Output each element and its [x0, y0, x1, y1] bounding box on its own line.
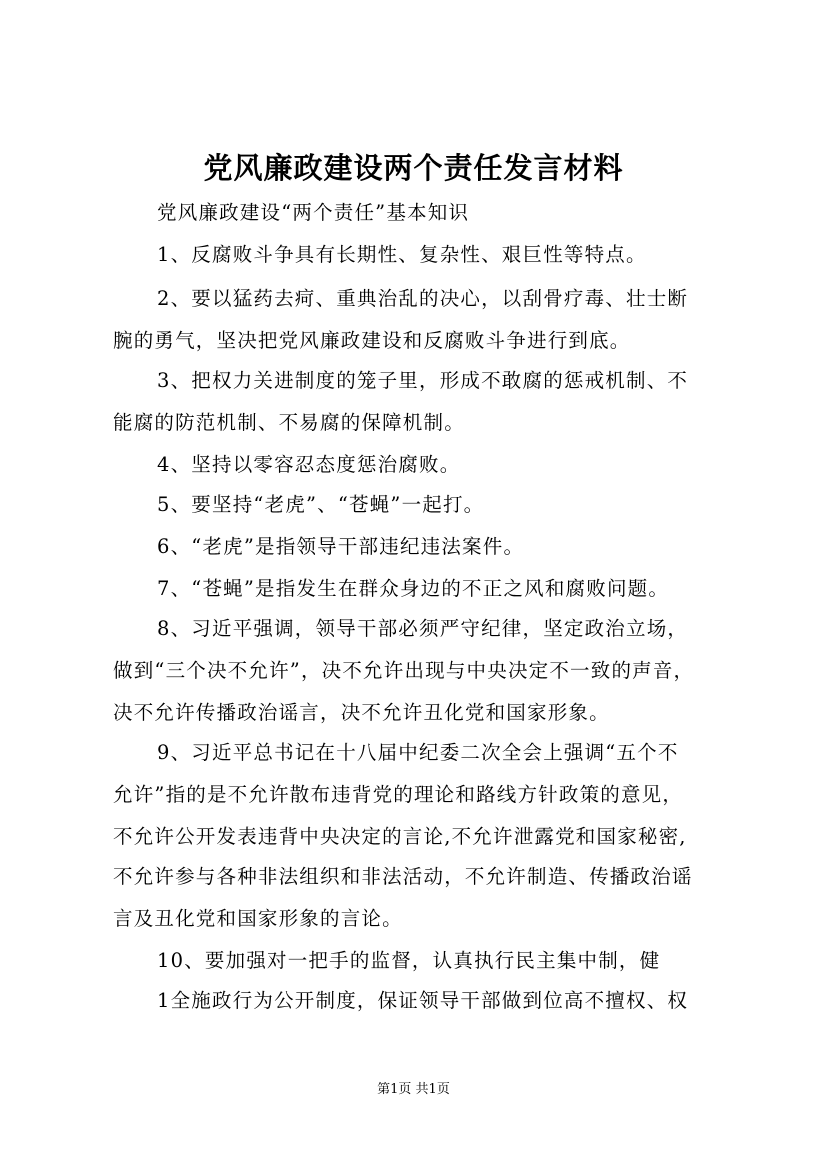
paragraph-line: 不允许参与各种非法组织和非法活动，不允许制造、传播政治谣	[113, 865, 693, 888]
paragraph-line: 1全施政行为公开制度，保证领导干部做到位高不擅权、权	[157, 989, 689, 1012]
document-title: 党风廉政建设两个责任发言材料	[203, 151, 624, 185]
paragraph-line: 允许”指的是不允许散布违背党的理论和路线方针政策的意见，	[113, 783, 684, 806]
paragraph-line: 3、把权力关进制度的笼子里，形成不敢腐的惩戒机制、不	[157, 369, 689, 392]
paragraph-line: 腕的勇气，坚决把党风廉政建设和反腐败斗争进行到底。	[113, 329, 631, 352]
subtitle-line: 党风廉政建设“两个责任”基本知识	[157, 201, 470, 224]
paragraph-line: 8、习近平强调，领导干部必须严守纪律，坚定政治立场，	[157, 617, 689, 640]
paragraph-line: 10、要加强对一把手的监督，认真执行民主集中制，健	[157, 949, 661, 972]
paragraph-line: 6、“老虎”是指领导干部违纪违法案件。	[157, 535, 525, 558]
paragraph-line: 4、坚持以零容忍态度惩治腐败。	[157, 453, 461, 476]
paragraph-line: 7、“苍蝇”是指发生在群众身边的不正之风和腐败问题。	[157, 577, 670, 600]
paragraph-line: 5、要坚持“老虎”、“苍蝇”一起打。	[157, 493, 485, 516]
paragraph-line: 2、要以猛药去疴、重典治乱的决心，以刮骨疗毒、壮士断	[157, 287, 689, 310]
paragraph-line: 言及丑化党和国家形象的言论。	[113, 907, 403, 930]
paragraph-line: 1、反腐败斗争具有长期性、复杂性、艰巨性等特点。	[157, 243, 647, 266]
paragraph-line: 9、习近平总书记在十八届中纪委二次全会上强调“五个不	[157, 741, 679, 764]
paragraph-line: 做到“三个决不允许”，决不允许出现与中央决定不一致的声音，	[113, 659, 695, 682]
page-number-footer: 第1页 共1页	[377, 1082, 450, 1097]
paragraph-line: 不允许公开发表违背中央决定的言论,不允许泄露党和国家秘密,	[113, 825, 687, 848]
paragraph-line: 决不允许传播政治谣言，决不允许丑化党和国家形象。	[113, 701, 610, 724]
paragraph-line: 能腐的防范机制、不易腐的保障机制。	[113, 411, 465, 434]
